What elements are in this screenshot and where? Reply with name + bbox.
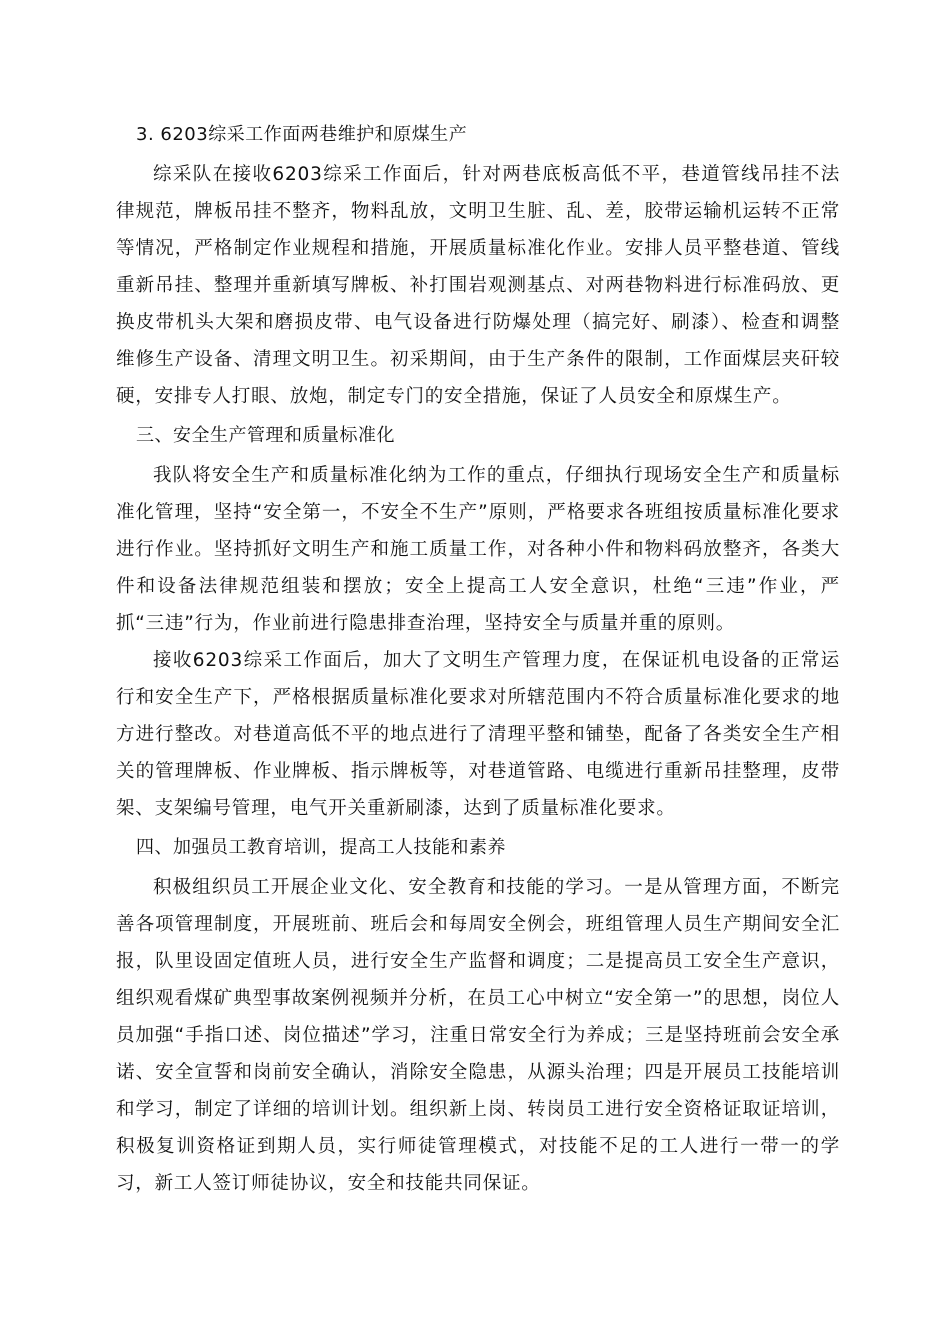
section-heading-training: 四、加强员工教育培训，提高工人技能和素养 — [136, 837, 506, 858]
document-body — [116, 118, 840, 1202]
paragraph-mining-face: 综采队在接收6203综采工作面后，针对两巷底板高低不平，巷道管线吊挂不法律规范，牌板吊挂不整齐，物料乱放，文明卫生脏、乱、差，胶带运输机运转不正常等情况，严格制定作业规程和措施，开展质量标准化作业。安排人员平整巷道、管线重新吊挂、整理并重新填写牌板、补打围岩观测基点、对两巷物料进行标准码放、更换皮带机头大架和磨损皮带、电气设备进行防爆处理（搞完好、刷漆）、检查和调整维修生产设备、清理文明卫生。初采期间，由于生产条件的限制，工作面煤层夹矸较硬，安排专人打眼、放炮，制定专门的安全措施，保证了人员安全和原煤生产。 — [116, 164, 840, 407]
paragraph-training: 积极组织员工开展企业文化、安全教育和技能的学习。一是从管理方面，不断完善各项管理制度，开展班前、班后会和每周安全例会，班组管理人员生产期间安全汇报，队里设固定值班人员，进行安全生产监督和调度；二是提高员工安全生产意识，组织观看煤矿典型事故案例视频并分析，在员工心中树立“安全第一”的思想，岗位人员加强“手指口述、岗位描述”学习，注重日常安全行为养成；三是坚持班前会安全承诺、安全宣誓和岗前安全确认，消除安全隐患，从源头治理；四是开展员工技能培训和学习，制定了详细的培训计划。组织新上岗、转岗员工进行安全资格证取证培训，积极复训资格证到期人员，实行师徒管理模式，对技能不足的工人进行一带一的学习，新工人签订师徒协议，安全和技能共同保证。 — [116, 877, 840, 1194]
section-heading-safety-quality: 三、安全生产管理和质量标准化 — [136, 425, 395, 446]
section-heading-mining-face: 3. 6203综采工作面两巷维护和原煤生产 — [136, 124, 468, 145]
paragraph-safety-quality-2: 接收6203综采工作面后，加大了文明生产管理力度，在保证机电设备的正常运行和安全生产下，严格根据质量标准化要求对所辖范围内不符合质量标准化要求的地方进行整改。对巷道高低不平的地点进行了清理平整和铺垫，配备了各类安全生产相关的管理牌板、作业牌板、指示牌板等，对巷道管路、电缆进行重新吊挂整理，皮带架、支架编号管理，电气开关重新刷漆，达到了质量标准化要求。 — [116, 650, 840, 819]
paragraph-safety-quality-1: 我队将安全生产和质量标准化纳为工作的重点，仔细执行现场安全生产和质量标准化管理，坚持“安全第一，不安全不生产”原则，严格要求各班组按质量标准化要求进行作业。坚持抓好文明生产和施工质量工作，对各种小件和物料码放整齐，各类大件和设备法律规范组装和摆放；安全上提高工人安全意识，杜绝“三违”作业，严抓“三违”行为，作业前进行隐患排查治理，坚持安全与质量并重的原则。 — [116, 465, 840, 634]
